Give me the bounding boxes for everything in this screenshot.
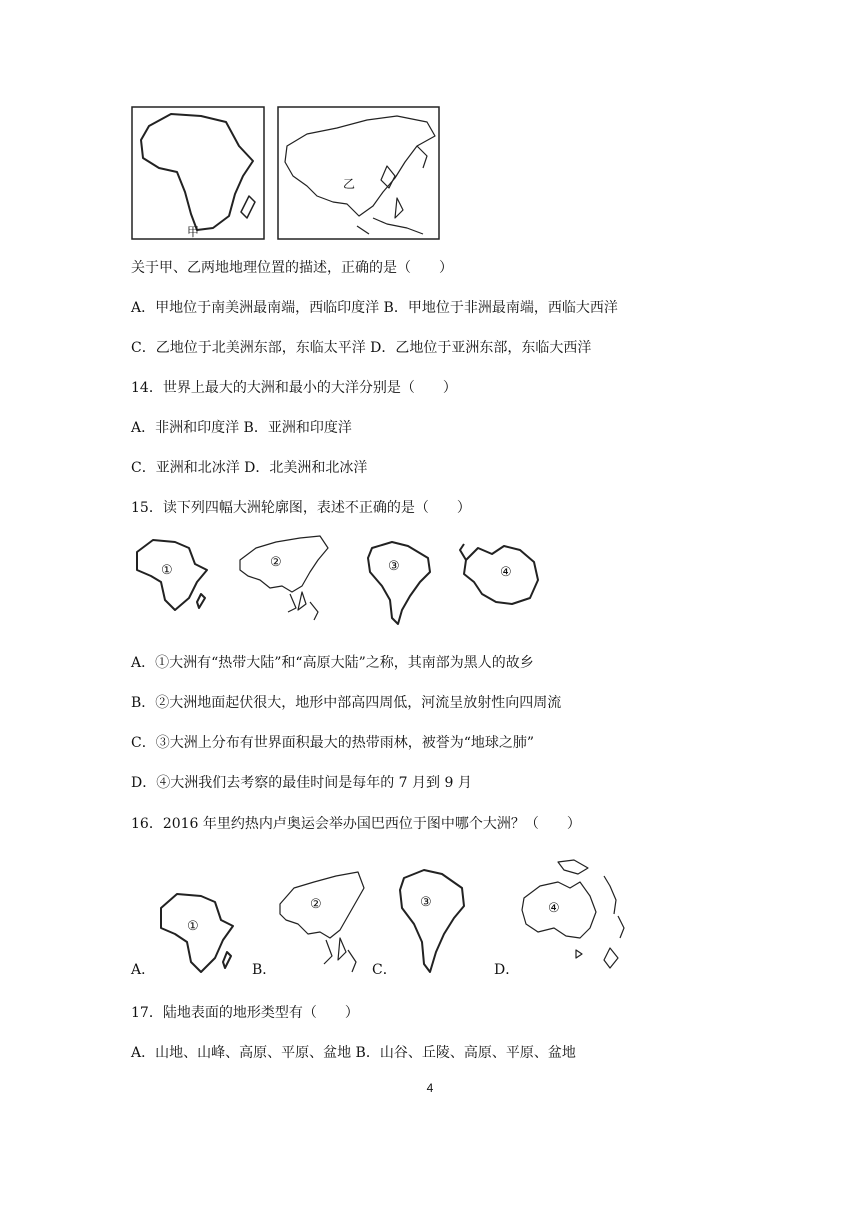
q15-option-a: A．①大洲有“热带大陆”和“高原大陆”之称，其南部为黑人的故乡 [131, 655, 534, 671]
q15-map3-number: ③ [388, 559, 400, 574]
q16-map1-number: ① [187, 919, 199, 934]
q13-stem: 关于甲、乙两地地理位置的描述，正确的是（ ） [131, 260, 453, 276]
q16-map2-number: ② [310, 897, 322, 912]
asia-map-yi [277, 106, 440, 240]
q17-option-ab: A．山地、山峰、高原、平原、盆地 B．山谷、丘陵、高原、平原、盆地 [131, 1045, 576, 1061]
q16-map4-number: ④ [548, 901, 560, 916]
q15-map-asia [236, 532, 332, 624]
q16-map3-number: ③ [420, 895, 432, 910]
q15-option-b: B．②大洲地面起伏很大，地形中部高四周低，河流呈放射性向四周流 [131, 695, 562, 711]
q16-option-d-letter: D． [494, 962, 520, 978]
africa-map-jia [131, 106, 265, 240]
yi-label: 乙 [343, 177, 356, 191]
page-number: 4 [426, 1081, 434, 1095]
q15-map-antarctica [456, 540, 542, 608]
q14-option-cd: C．亚洲和北冰洋 D．北美洲和北冰洋 [131, 460, 368, 476]
q15-map-africa [131, 534, 211, 614]
q15-option-d: D．④大洲我们去考察的最佳时间是每年的 7 月到 9 月 [131, 775, 472, 791]
q15-stem: 15．读下列四幅大洲轮廓图，表述不正确的是（ ） [131, 500, 471, 516]
q16-map-south-america [396, 866, 470, 976]
q15-map-south-america [364, 538, 436, 628]
q15-option-c: C．③大洲上分布有世界面积最大的热带雨林，被誉为“地球之肺” [131, 735, 535, 751]
q14-stem: 14．世界上最大的大洲和最小的大洋分别是（ ） [131, 380, 457, 396]
q16-option-a-letter: A． [131, 962, 156, 978]
q15-map2-number: ② [270, 555, 282, 570]
q14-option-ab: A．非洲和印度洋 B．亚洲和印度洋 [131, 420, 352, 436]
q16-map-asia [276, 868, 368, 976]
q16-map-oceania [518, 856, 634, 974]
jia-label: 甲 [187, 225, 200, 239]
q13-option-ab: A．甲地位于南美洲最南端，西临印度洋 B．甲地位于非洲最南端，西临大西洋 [131, 300, 618, 316]
q15-map1-number: ① [161, 563, 173, 578]
q16-stem: 16．2016 年里约热内卢奥运会举办国巴西位于图中哪个大洲？（ ） [131, 816, 581, 832]
q17-stem: 17．陆地表面的地形类型有（ ） [131, 1005, 359, 1021]
q13-option-cd: C．乙地位于北美洲东部，东临太平洋 D．乙地位于亚洲东部，东临大西洋 [131, 340, 592, 356]
q16-option-c-letter: C． [372, 962, 397, 978]
q15-map4-number: ④ [500, 565, 512, 580]
q16-map-africa [155, 886, 239, 976]
q16-option-b-letter: B． [252, 962, 277, 978]
